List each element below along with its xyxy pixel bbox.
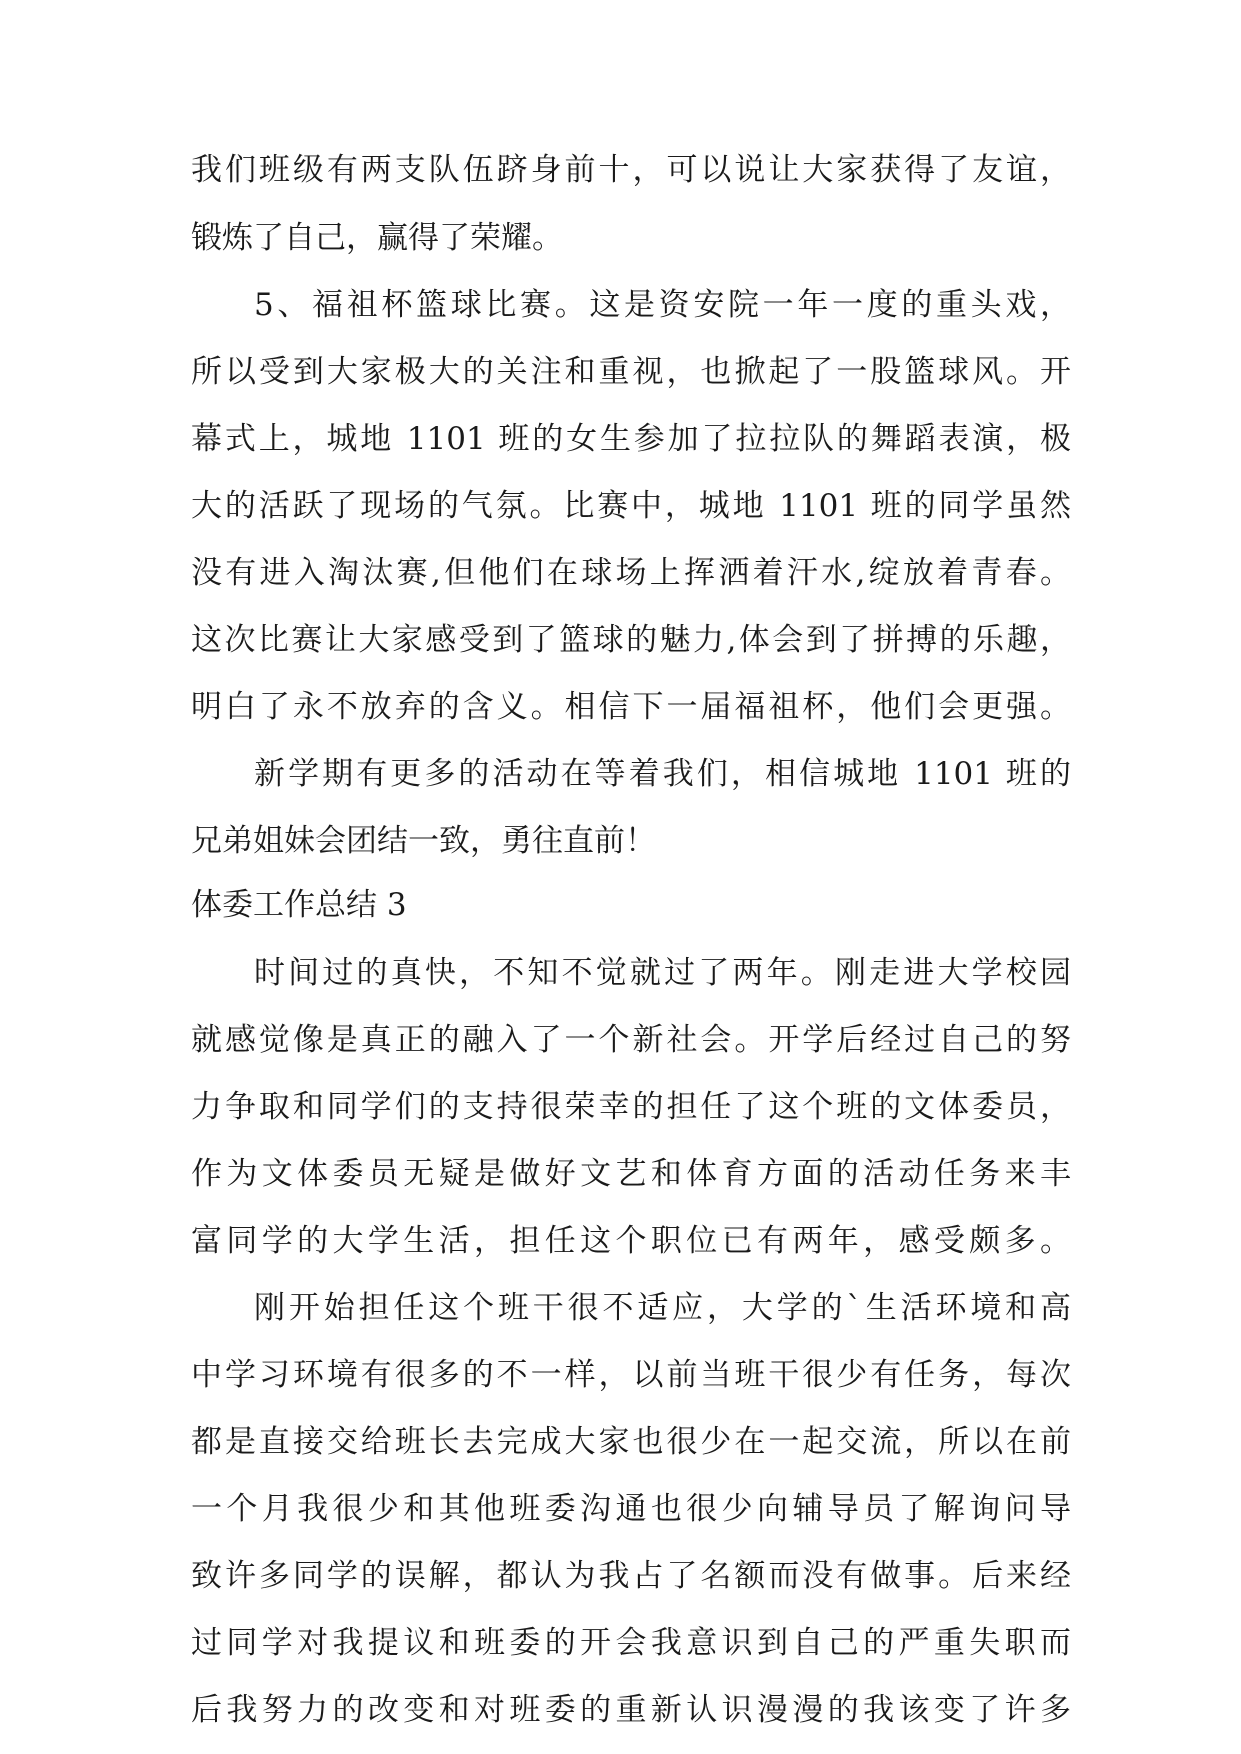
paragraph-line: 锻炼了自己，赢得了荣耀。 <box>191 220 563 256</box>
paragraph-line: 没有进入淘汰赛,但他们在球场上挥洒着汗水,绽放着青春。 <box>191 555 1071 591</box>
paragraph-line: 兄弟姐妹会团结一致，勇往直前！ <box>191 823 656 859</box>
paragraph-line: 就感觉像是真正的融入了一个新社会。开学后经过自己的努 <box>191 1022 1071 1058</box>
paragraph-line: 明白了永不放弃的含义。相信下一届福祖杯，他们会更强。 <box>191 689 1071 725</box>
paragraph-line: 作为文体委员无疑是做好文艺和体育方面的活动任务来丰 <box>191 1156 1071 1192</box>
paragraph-line: 大的活跃了现场的气氛。比赛中，城地 1101 班的同学虽然 <box>191 488 1071 524</box>
paragraph-line: 力争取和同学们的支持很荣幸的担任了这个班的文体委员， <box>191 1089 1071 1125</box>
paragraph-line: 富同学的大学生活，担任这个职位已有两年，感受颇多。 <box>191 1223 1071 1259</box>
paragraph-line: 我们班级有两支队伍跻身前十，可以说让大家获得了友谊， <box>191 152 1071 188</box>
paragraph-line: 这次比赛让大家感受到了篮球的魅力,体会到了拼搏的乐趣， <box>191 622 1071 658</box>
paragraph-line: 所以受到大家极大的关注和重视，也掀起了一股篮球风。开 <box>191 354 1071 390</box>
paragraph-line: 5、福祖杯篮球比赛。这是资安院一年一度的重头戏， <box>254 287 1071 323</box>
paragraph-line: 幕式上，城地 1101 班的女生参加了拉拉队的舞蹈表演，极 <box>191 421 1071 457</box>
paragraph-line: 中学习环境有很多的不一样，以前当班干很少有任务，每次 <box>191 1357 1071 1393</box>
paragraph-line: 刚开始担任这个班干很不适应，大学的`生活环境和高 <box>254 1290 1071 1326</box>
paragraph-line: 时间过的真快，不知不觉就过了两年。刚走进大学校园 <box>254 955 1071 991</box>
paragraph-line: 后我努力的改变和对班委的重新认识漫漫的我该变了许多 <box>191 1692 1071 1728</box>
paragraph-line: 一个月我很少和其他班委沟通也很少向辅导员了解询问导 <box>191 1491 1071 1527</box>
section-heading: 体委工作总结 3 <box>191 887 407 923</box>
paragraph-line: 都是直接交给班长去完成大家也很少在一起交流，所以在前 <box>191 1424 1071 1460</box>
paragraph-line: 新学期有更多的活动在等着我们，相信城地 1101 班的 <box>254 756 1071 792</box>
paragraph-line: 致许多同学的误解，都认为我占了名额而没有做事。后来经 <box>191 1558 1071 1594</box>
paragraph-line: 过同学对我提议和班委的开会我意识到自己的严重失职而 <box>191 1625 1071 1661</box>
